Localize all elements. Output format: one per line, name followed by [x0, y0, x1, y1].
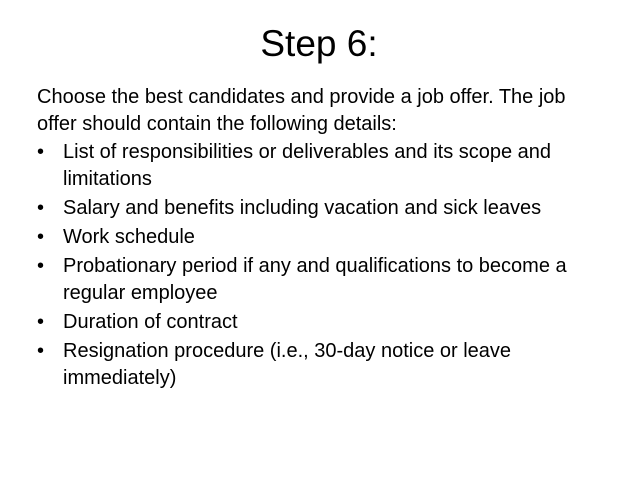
list-item-text: Work schedule [63, 226, 195, 248]
list-item-text: Resignation procedure (i.e., 30-day notice or leave immediately) [63, 340, 512, 389]
intro-text: Choose the best candidates and provide a job offer. The job offer should contain the following details: [37, 86, 566, 135]
list-item [37, 338, 607, 392]
bullet-icon: • [37, 226, 45, 248]
bullet-icon: • [37, 311, 45, 333]
bullet-icon: • [37, 141, 45, 163]
bullet-icon: • [37, 340, 45, 362]
list-item [37, 309, 607, 336]
list-item [37, 253, 607, 307]
slide-title: Step 6: [260, 23, 378, 64]
details-list [37, 139, 607, 392]
list-item-text: Salary and benefits including vacation and sick leaves [63, 197, 542, 219]
list-item-text: Probationary period if any and qualifications to become a regular employee [63, 255, 567, 304]
slide-body [37, 84, 607, 394]
bullet-icon: • [37, 197, 45, 219]
list-item [37, 139, 607, 193]
list-item [37, 195, 607, 222]
list-item [37, 224, 607, 251]
list-item-text: List of responsibilities or deliverables and its scope and limitations [63, 141, 552, 190]
list-item-text: Duration of contract [63, 311, 238, 333]
bullet-icon: • [37, 255, 45, 277]
